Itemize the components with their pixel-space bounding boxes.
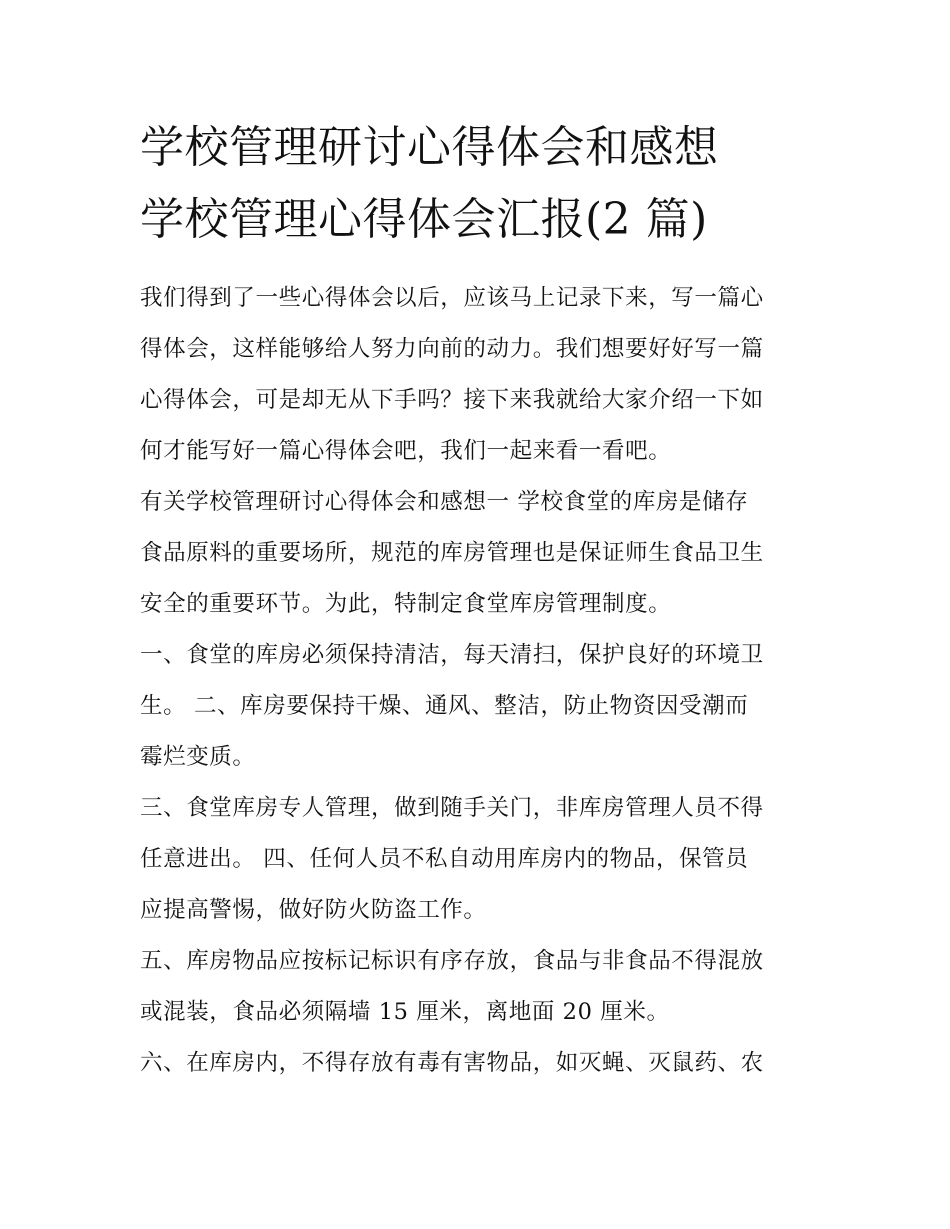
- title-line-2: 学校管理心得体会汇报(2 篇): [140, 194, 708, 245]
- document-body: [140, 273, 820, 1089]
- text-line: 得体会，这样能够给人努力向前的动力。我们想要好好写一篇: [140, 336, 764, 362]
- section-intro-paragraph: [140, 477, 820, 630]
- text-line: 何才能写好一篇心得体会吧，我们一起来看一看吧。: [140, 438, 672, 464]
- text-line: 或混装，食品必须隔墙 15 厘米，离地面 20 厘米。: [140, 999, 670, 1025]
- text-line: 食品原料的重要场所，规范的库房管理也是保证师生食品卫生: [140, 540, 764, 566]
- rule-paragraph-5: [140, 936, 820, 1038]
- rule-paragraph-6: [140, 1038, 820, 1089]
- rule-paragraph-3-4: [140, 783, 820, 936]
- text-line: 六、在库房内，不得存放有毒有害物品，如灭蝇、灭鼠药、农: [140, 1050, 764, 1076]
- document-title: [140, 112, 820, 256]
- text-line: 安全的重要环节。为此，特制定食堂库房管理制度。: [140, 591, 672, 617]
- text-line: 三、食堂库房专人管理，做到随手关门，非库房管理人员不得: [140, 795, 764, 821]
- text-line: 任意进出。 四、任何人员不私自动用库房内的物品，保管员: [140, 846, 749, 872]
- title-line-1: 学校管理研讨心得体会和感想: [140, 122, 719, 173]
- text-line: 心得体会，可是却无从下手吗？接下来我就给大家介绍一下如: [140, 387, 764, 413]
- text-line: 应提高警惕，做好防火防盗工作。: [140, 897, 487, 923]
- text-line: 我们得到了一些心得体会以后，应该马上记录下来，写一篇心: [140, 285, 764, 311]
- text-line: 有关学校管理研讨心得体会和感想一 学校食堂的库房是储存: [140, 489, 749, 515]
- intro-paragraph: [140, 273, 820, 477]
- text-line: 霉烂变质。: [140, 744, 256, 770]
- document-page: [140, 112, 820, 1089]
- text-line: 一、食堂的库房必须保持清洁，每天清扫，保护良好的环境卫: [140, 642, 764, 668]
- text-line: 五、库房物品应按标记标识有序存放，食品与非食品不得混放: [140, 948, 764, 974]
- text-line: 生。 二、库房要保持干燥、通风、整洁，防止物资因受潮而: [140, 693, 749, 719]
- rule-paragraph-1-2: [140, 630, 820, 783]
